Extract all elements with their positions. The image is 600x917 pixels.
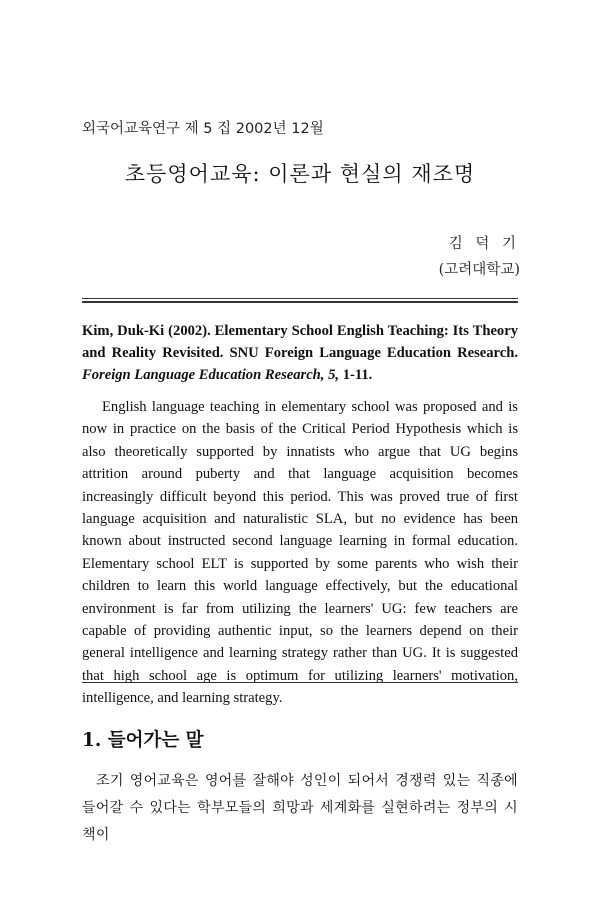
abstract-paragraph: English language teaching in elementary school was proposed and is now in practice on the basis of the Critical Period Hypothesis which is also theoretically supported by innatists who argue that UG begins attrition around puberty and that language acquisition becomes increasingly difficult beyond this period. This was proved true of first language acquisition and naturalistic SLA, but no evidence has been known about instructed second language learning in formal education. Elementary school ELT is supported by some parents who wish their children to learn this world language effectively, but the educational environment is far from utilizing the learners' UG: few teachers are capable of providing authentic input, so the learners depend on their general intelligence and learning strategy rather than UG. It is suggested that high school age is optimum for utilizing learners' motivation, intelligence, and learning strategy. — [82, 399, 518, 707]
author-affiliation: (고려대학교) — [438, 262, 520, 278]
double-rule-divider — [82, 298, 518, 303]
single-rule-divider — [82, 682, 518, 683]
article-title: 초등영어교육: 이론과 현실의 재조명 — [124, 162, 476, 186]
citation-block — [82, 320, 518, 386]
body-paragraph: 조기 영어교육은 영어를 잘해야 성인이 되어서 경쟁력 있는 직종에 들어갈 수 있다는 학부모들의 희망과 세계화를 실현하려는 정부의 시책이 — [82, 773, 518, 843]
citation-text: Kim, Duk-Ki (2002). Elementary School English Teaching: Its Theory and Reality Revisited. SNU Foreign Language Education Research. — [82, 323, 518, 361]
citation-journal: Foreign Language Education Research, 5, — [82, 367, 340, 383]
author-name: 김 덕 기 — [448, 236, 520, 252]
journal-header: 외국어교육연구 제 5 집 2002년 12월 — [82, 121, 324, 137]
section-heading: 1. 들어가는 말 — [82, 730, 204, 751]
citation-pages: 1-11. — [339, 367, 373, 383]
